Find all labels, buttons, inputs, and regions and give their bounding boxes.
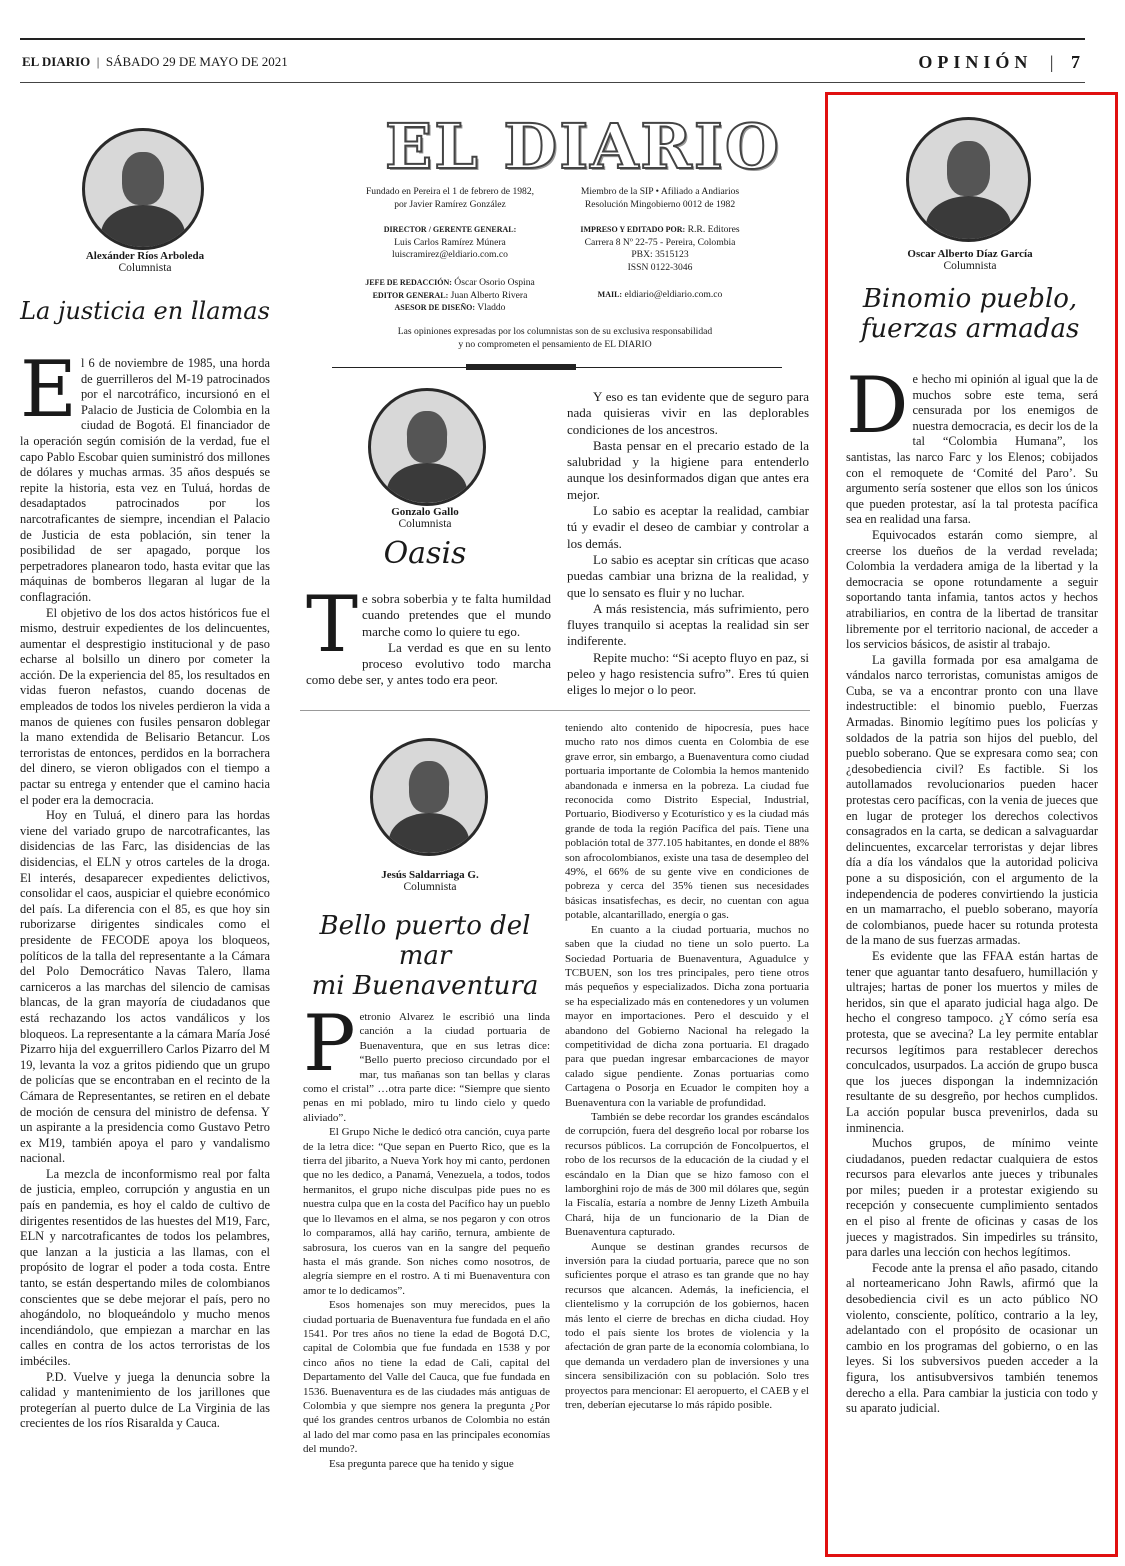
disclaimer: Las opiniones expresadas por los columnistas son de su exclusiva responsabilidad y no comprometen el pensamiento de EL DIARIO bbox=[397, 326, 713, 350]
paragraph: Esa pregunta parece que ha tenido y sigue bbox=[329, 1457, 514, 1470]
paragraph: etronio Alvarez le escribió una linda canción a la ciudad portuaria de Buenaventura, que en sus letras dice: “Bello puerto precioso circundado por el mar, tus mañanas son tan bellas y claras como el cristal” …otra parte dice: “Siempre que siento penas en mi poblado, miro tu lindo cielo y quedo aliviado”. bbox=[303, 1011, 550, 1124]
drop-cap: D bbox=[846, 372, 909, 451]
paragraph: Muchos grupos, de mínimo veinte ciudadanos, pueden redactar cualquiera de estos recursos para elevarlos ante jueces y tribunales por miles; pueden ir a protestar exigiendo su recepción y consecuente cumplimiento sentados en el piso al frente de oficinas y casas de los jueces y magistrados. Sin impedirles su tránsito, para darles una lección con hechos legítimos. bbox=[846, 1136, 1098, 1260]
drop-cap: P bbox=[303, 1010, 356, 1089]
bello-body-right bbox=[565, 721, 809, 1527]
header-rule bbox=[20, 82, 1085, 83]
binomio-body bbox=[846, 372, 1098, 1544]
paragraph: La mezcla de inconformismo real por falta de justicia, empleo, corrupción y angustia en un país en pandemia, es hoy el caldo de cultivo de dirigentes resentidos de las huestes del M19, Farc, ELN y narcotraficantes de todos los pelambres, que lanzan a la justicia a las llamas, con el propósito de lograr el poder a toda costa. Entre tanto, se están despertando miles de colombianos conscientes que se debe mejorar el país, pero no ahogándolo, no bloqueándolo y mucho menos incendiándolo, que empiezan a marchar en las calles en contra de los actos terroristas de los imbéciles. bbox=[20, 1166, 270, 1368]
issue-date: SÁBADO 29 DE MAYO DE 2021 bbox=[105, 54, 288, 69]
paragraph: P.D. Vuelve y juega la denuncia sobre la calidad y mantenimiento de los jarillones que protegerían al puerto dulce de La Virginia de las crecientes de los ríos Risaralda y Cauca. bbox=[20, 1369, 270, 1431]
paragraph: Aunque se destinan grandes recursos de inversión para la ciudad portuaria, parece que no son suficientes porque el atraso es tan grande que no hay recursos que alcancen. Además, la ineficiencia, el clientelismo y la corrupción de los gobiernos, hacen más lento el cierre de brechas en dicha ciudad. Hoy todo el país siente los brotes de violencia y la afectación de gran parte de la economía colombiana, lo que demanda un verdadero plan de inversiones y una sincera sensibilización con su población. Solo tres proyectos para mencionar: El aeropuerto, el CAEB y el tren, deberían ejecutarse lo más rápido posible. bbox=[565, 1240, 809, 1412]
oasis-body-left bbox=[306, 591, 551, 721]
info-mail: MAIL: eldiario@eldiario.com.co bbox=[597, 289, 723, 300]
paragraph: También se debe recordar los grandes escándalos de corrupción, fuera del desgreño local por robarse los recursos públicos. La corrupción de Foncolpuertos, el robo de los recursos de la educación de la ciudad y el escándalo en la Dian que se hizo famoso con el lamborghini rojo de más de 300 mil dólares que, según la Fiscalía, estaría a nombre de Jenny Lizeth Ambuila Chará, hija de un funcionario de la Dian de Buenaventura capturado. bbox=[565, 1110, 809, 1239]
section-header: OPINIÓN | 7 bbox=[918, 52, 1085, 72]
article-title: La justicia en llamas bbox=[20, 297, 270, 325]
paragraph: Fecode ante la prensa el año pasado, citando al norteamericano John Rawls, afirmó que la desobediencia civil es un acto público NO violento, consciente, político, contrario a la ley, adelantado con el propósito de ocasionar un cambio en los programas del gobierno, o en las leyes. Si los subversivos pueden acceder a la figura, los antisubversivos también tenemos derecho a ella. Para cambiar la justicia con todo y su aparato judicial. bbox=[846, 1260, 1098, 1416]
author-photo-diaz bbox=[906, 117, 1031, 242]
author-photo-saldarriaga bbox=[370, 738, 488, 856]
paragraph: Repite mucho: “Si acepto fluyo en paz, si peleo y hago resistencia sufro”. Eres tú quien eliges lo mejor o lo peor. bbox=[567, 649, 809, 698]
author-name: Alexánder Ríos Arboleda bbox=[85, 250, 205, 262]
paragraph: Es evidente que las FFAA están hartas de tener que aguantar tanto desafuero, humillación y ultrajes; hartas de poner los muertos y miles de heridos, sin que el aparato judicial haga algo. De hecho el congreso tampoco. ¿Y cómo sería esa protesta, que se avecina? La ley permite entablar recursos legítimos para restablecer derechos conculcados, usurpados. La acción de grupo busca que los jueces dispongan la indemnización resultante de su desgreño, por hechos cumplidos. La acción popular busca prevenirlos, dada su inminencia. bbox=[846, 948, 1098, 1135]
author-name: Jesús Saldarriaga G. bbox=[381, 869, 479, 881]
masthead: EL DIARIO | SÁBADO 29 DE MAYO DE 2021 bbox=[22, 54, 288, 69]
paragraph: Equivocados estarán como siempre, al creerse los dueños de la verdad revelada; Colombia la verdadera amiga de la libertad y la democracia se opone rotundamente a seguir soportando tanta infamia, tantos actos y hechos atrabiliarios, en contra de la libertad de transitar libremente por el territorio nacional, de acceder a los servicios básicos, de asistir al trabajo. bbox=[846, 527, 1098, 652]
paragraph: l 6 de noviembre de 1985, una horda de guerrilleros del M-19 patrocinados por el narcotráfico, incursionó en el Palacio de Justicia de Colombia en la ciudad de Bogotá. El financiador de la operación según comisión de la verdad, fue el capo Pablo Escobar quien suministró dos millones de dólares y muchas armas. 35 años después se repite la historia, esta vez en Tuluá, hordas de desadaptados patrocinados por los narcotraficantes de siempre, incendian el Palacio de Justicia de esta población, sin tener la posibilidad de ser apagado, porque los perpetradores planearon todo, hasta evitar que las máquinas de bomberos llegaran al lugar de la conflagración. bbox=[20, 356, 270, 604]
paragraph: En cuanto a la ciudad portuaria, muchos no saben que la ciudad no tiene un solo puerto. La Sociedad Portuaria de Buenaventura, Aguadulce y TCBUEN, son los tres principales, pero tiene otros más pequeños y especializados. Dicha zona portuaria se ha especializado más en contenedores y un volumen mayor en importaciones. Pero el descuido y el abandono del Gobierno Nacional ha relegado la competitividad de dicha zona portuaria. El dragado para que puedan ingresar embarcaciones de mayor calado sigue pendiente. Zonas portuarias como Cartagena o Posorja en Ecuador le compiten hoy a Buenaventura con la variable de profundidad. bbox=[565, 923, 809, 1109]
paragraph: Basta pensar en el precario estado de la salubridad y la higiene para entenderlo aunque los desinformados digan que antes era mejor. bbox=[567, 437, 809, 502]
info-member: Miembro de la SIP • Afiliado a Andiarios Resolución Mingobierno 0012 de 1982 bbox=[580, 186, 740, 210]
paragraph: A más resistencia, más sufrimiento, pero fluyes tranquilo si aceptas la realidad sin ser indiferente. bbox=[567, 600, 809, 649]
author-role: Columnista bbox=[403, 881, 457, 893]
page-number: 7 bbox=[1071, 52, 1085, 72]
info-staff: JEFE DE REDACCIÓN: Óscar Osorio Ospina EDITOR GENERAL: Juan Alberto Rivera ASESOR DE DISEÑO: Vladdo bbox=[365, 277, 535, 313]
paragraph: e hecho mi opinión al igual que la de muchos sobre este tema, será censurada por los enemigos de nuestra democracia, es decir los de la tal “Colombia Humana”, los santistas, las narco Farc y los Elenos; cobijados con el remoquete de ‘Comité del Paro’. Su argumento sería sostener que ellos son los únicos que pueden protestar, así la tal protesta pacífica sea en realidad una farsa. bbox=[846, 372, 1098, 527]
author-role: Columnista bbox=[118, 262, 172, 274]
paragraph: Hoy en Tuluá, el dinero para las hordas viene del variado grupo de narcotraficantes, las disidencias de las Farc, las disidencias de las disidencias, el ELN y otros carteles de la droga. El interés, desaparecer expedientes delictivos, consolidar el caos, auspiciar el quiebre económico del país. La diferencia con el 85, es que hoy sin ruborizarse dirigentes sindicales como el presidente de FECODE apoya los bloqueos, políticos de la talla del representante a la Cámara del Polo Democrático Navas Talero, llama carniceros a las marchas del silencio de camisas blancas, de la gran mayoría de ciudadanos que está rechazando los actos vandálicos y los bloqueos. La representante a la cámara María José Pizarro hija del exguerrillero Carlos Pizarro del M 19, levanta la voz a gritos pidiendo que un grupo de policías que se encontraban en el recinto de la Cámara de Representantes, se retiren en el debate de moción de censura del ministro de defensa. Y un aspirante a la presidencia como Gustavo Petro ex M19, también apoya el paro y vandalismo nacional. bbox=[20, 808, 270, 1166]
article-title: Binomio pueblo, fuerzas armadas bbox=[860, 284, 1080, 344]
paper-name: EL DIARIO bbox=[22, 54, 91, 69]
info-director: DIRECTOR / GERENTE GENERAL: Luis Carlos Ramírez Múnera luiscramirez@eldiario.com.co bbox=[383, 225, 517, 260]
info-founded: Fundado en Pereira el 1 de febrero de 1982, por Javier Ramírez González bbox=[365, 186, 535, 210]
byline-rios bbox=[20, 250, 270, 274]
section-name: OPINIÓN bbox=[918, 52, 1033, 72]
paragraph: e sobra soberbia y te falta humildad cuando pretendes que el mundo marche como lo quiere tu ego. bbox=[362, 591, 551, 639]
author-role: Columnista bbox=[398, 518, 452, 530]
oasis-body-right bbox=[567, 389, 809, 699]
bello-body-left bbox=[303, 1010, 550, 1524]
paragraph: El Grupo Niche le dedicó otra canción, cuya parte de la letra dice: “Que sepan en Puerto Rico, que es la tierra del jibarito, a Nueva York hoy mi canto, perdonen que no les dedico, a Panamá, Venezuela, a todos, todos hermanitos, el grupo niche disculpas pide pues no es nuestra culpa que en la costa del Pacífico hay un pueblo que lo llevamos en el alma, se nos pegaron y con otros lo comparamos, allá hay cariño, ternura, ambiente de sabrosura, los cueros van en la sangre del pequeño hasta el más grande. Son niches como nosotros, de alegría siempre en el rostro. A ti mi Buenaventura con amor te lo dedicamos”. bbox=[303, 1126, 550, 1297]
paragraph: teniendo alto contenido de hipocresía, pues hace mucho rato nos dimos cuenta en Colombia de ese grave error, sin embargo, a Buenaventura como ciudad portuaria importante de Colombia la hemos mantenido abandonada e inmersa en la pobreza. La ciudad fue reconocida como Distrito Especial, Industrial, Portuario, Biodiverso y Ecoturístico y es la ciudad más grande de toda la región Pacífica del país. Tiene una población total de 377.105 habitantes, en donde el 88% son afrocolombianos, existe una tasa de desempleo del 49%, el 66% de su gente vive en condiciones de pobreza y cerca del 35% tienen sus necesidades básicas insatisfechas, es decir, no cuentan con agua potable, alcantarillado, energía o gas. bbox=[565, 722, 809, 922]
info-printing: IMPRESO Y EDITADO POR: R.R. Editores Carrera 8 Nº 22-75 - Pereira, Colombia PBX: 3515123 ISSN 0122-3046 bbox=[580, 224, 740, 273]
paragraph: Esos homenajes son muy merecidos, pues la ciudad portuaria de Buenaventura fue fundada en el año 1541. Por tres años no tiene la edad de Bogotá D.C, capital de Colombia que fue fundada en 1538 y por cinco años no tiene la edad de Cali, capital del Departamento del Valle del Cauca, que fue fundada en 1536. Buenaventura es de las ciudades más antiguas de Colombia y que siempre nos genera la pregunta ¿Por qué los grandes centros urbanos de Colombia no están al lado del mar como pasa en las principales economías del mundo?. bbox=[303, 1299, 550, 1456]
byline-diaz bbox=[845, 248, 1095, 272]
author-role: Columnista bbox=[943, 260, 997, 272]
article-body-justicia bbox=[20, 356, 270, 1526]
divider-rule bbox=[300, 710, 810, 711]
newspaper-logo: EL DIARIO bbox=[385, 110, 781, 183]
paragraph: La gavilla formada por esa amalgama de vándalos narco terroristas, comunistas amigos de Cuba, se va a encontrar pronto con una llave indestructible: el binomio pueblo, Fuerzas Armadas. Binomio legítimo pues los policías y soldados de la patria son hijos del pueblo, del pueblo soberano. Que se expresara como sea; con ¿desobediencia civil? Es factible. Si los autollamados revolucionarios pueden hacer protestas cero pacíficas, con la venia de jueces que en lugar de proteger los derechos colectivos consagrados en la carta, se dedican a salvaguardar delincuentes, excarcelar terroristas y dejar libres día a día los vándalos que la autoridad policiva pone a su disposición, con el argumento de la independencia de poderes convirtiendo la justicia en un mamarracho, el pueblo soberano, mayoría de colombianos, puede hacer su rotunda protesta de la mano de sus fuerzas armadas. bbox=[846, 652, 1098, 948]
drop-cap: T bbox=[306, 591, 359, 670]
paragraph: Lo sabio es aceptar sin críticas que acaso puedas cambiar una brizna de la realidad, y que lo sensato es fluir y no luchar. bbox=[567, 551, 809, 600]
author-photo-gallo bbox=[368, 388, 486, 506]
article-title: Oasis bbox=[383, 536, 467, 571]
byline-gallo bbox=[340, 506, 510, 530]
top-rule bbox=[20, 38, 1085, 40]
divider-bar bbox=[466, 364, 576, 370]
paragraph: Y eso es tan evidente que de seguro para nada quisieras vivir en las deplorables condiciones de los ancestros. bbox=[567, 389, 809, 437]
paragraph: La verdad es que en su lento proceso evolutivo todo marcha como debe ser, y antes todo era peor. bbox=[306, 639, 551, 688]
paragraph: Lo sabio es aceptar la realidad, cambiar tú y evadir el deseo de cambiar y controlar a los demás. bbox=[567, 503, 809, 551]
paragraph: El objetivo de los dos actos históricos fue el mismo, destruir expedientes de los delincuentes, aumentar el desprestigio institucional y de paso echarse al bolsillo un dinero por cometer la acción. De la experiencia del 85, los resultados en vidas fueron nefastos, cuando docenas de empleados de todos los niveles perdieron la vida a manos de quienes con fusiles pensaron doblegar la mano extendida de Belisario Betancur. Los terroristas de entonces, perdidos en la borrachera del dinero, se vieron obligados con el tiempo a pactar su entrega y entender que el camino hacia el poder era la democracia. bbox=[20, 605, 270, 807]
author-name: Oscar Alberto Díaz García bbox=[907, 248, 1033, 260]
drop-cap: E bbox=[20, 356, 77, 435]
author-name: Gonzalo Gallo bbox=[391, 506, 459, 518]
article-title: Bello puerto del mar mi Buenaventura bbox=[311, 911, 539, 1001]
author-photo-rios bbox=[82, 128, 204, 250]
byline-saldarriaga bbox=[340, 869, 520, 893]
